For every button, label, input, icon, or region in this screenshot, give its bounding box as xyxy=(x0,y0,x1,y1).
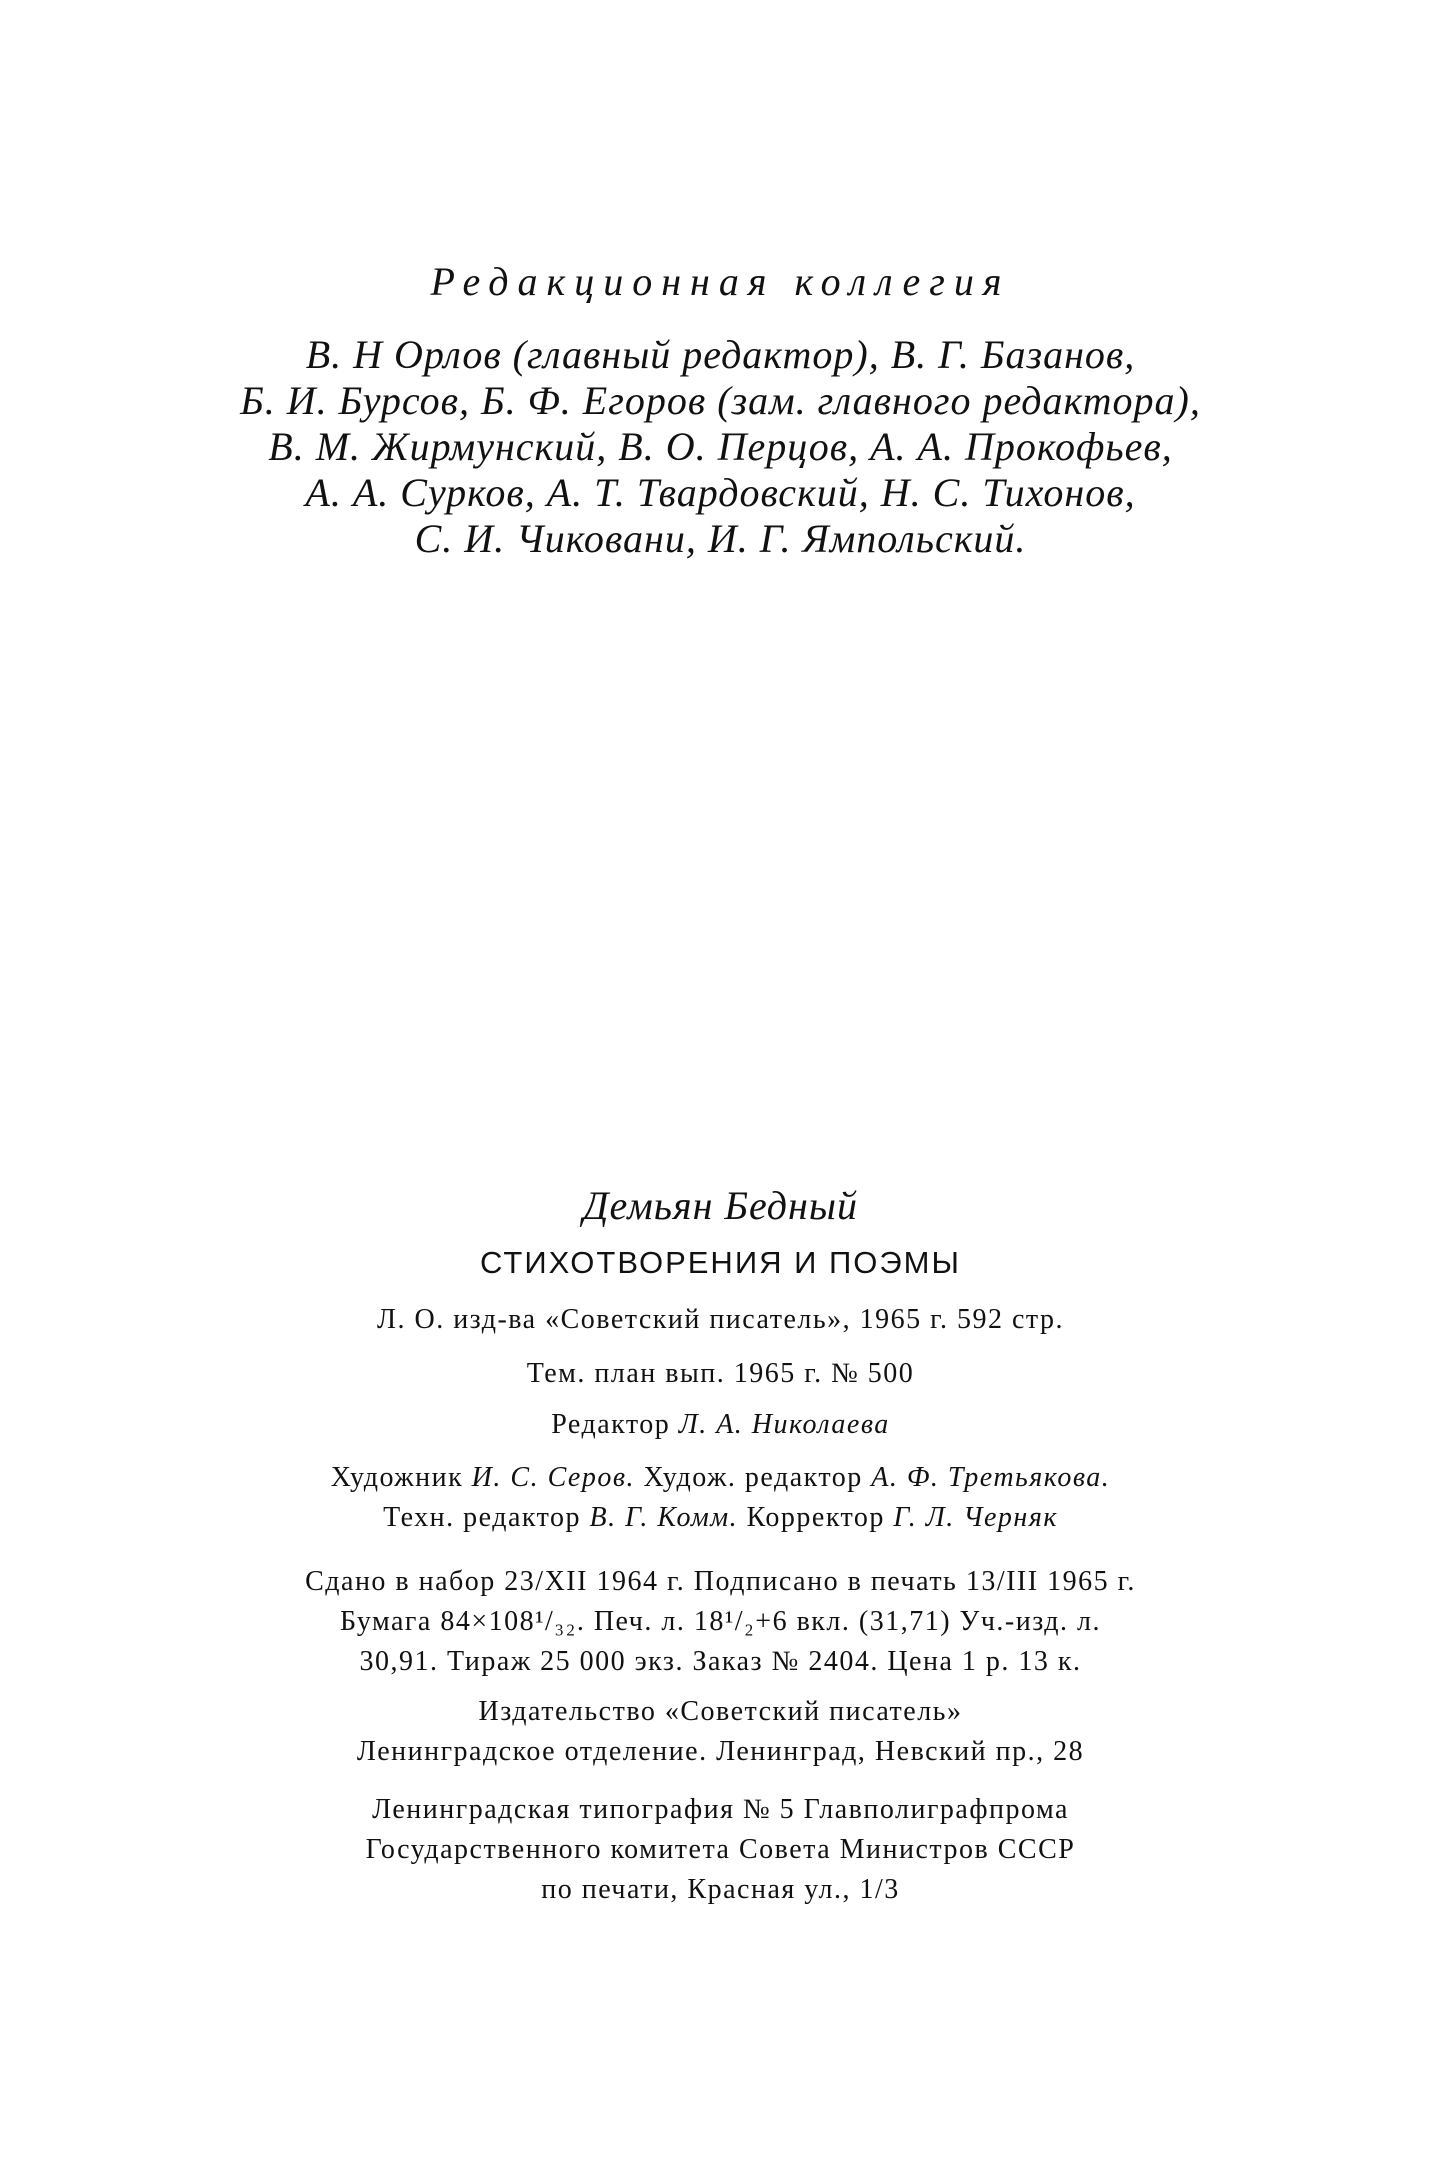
publisher-address-line: Ленинградское отделение. Ленинград, Невский пр., 28 xyxy=(356,1736,1085,1767)
editor-label: Редактор xyxy=(551,1409,671,1440)
art-editor-name: А. Ф. Третьякова. xyxy=(871,1462,1111,1493)
book-title: СТИХОТВОРЕНИЯ И ПОЭМЫ xyxy=(480,1245,961,1280)
tech-editor-name: В. Г. Комм. xyxy=(589,1502,739,1533)
editorial-board-line: А. А. Сурков, А. Т. Твардовский, Н. С. Тихонов, xyxy=(305,470,1136,515)
book-author: Демьян Бедный xyxy=(583,1183,858,1228)
editorial-board-title: Редакционная коллегия xyxy=(430,259,1011,304)
editorial-board-line: Б. И. Бурсов, Б. Ф. Егоров (зам. главного редактора), xyxy=(240,378,1201,423)
artist-line xyxy=(0,1458,1441,1498)
print-details-line: Сдано в набор 23/XII 1964 г. Подписано в печать 13/III 1965 г. xyxy=(305,1566,1136,1597)
artist-label: Художник xyxy=(330,1462,464,1493)
editorial-board-line: В. Н Орлов (главный редактор), В. Г. Базанов, xyxy=(305,332,1136,377)
proofreader-label: Корректор xyxy=(746,1502,885,1533)
printer-line: по печати, Красная ул., 1/3 xyxy=(541,1874,900,1905)
art-editor-label: Худож. редактор xyxy=(643,1462,863,1493)
tech-editor-line xyxy=(0,1498,1441,1538)
tech-editor-label: Техн. редактор xyxy=(383,1502,581,1533)
proofreader-name: Г. Л. Черняк xyxy=(893,1502,1058,1533)
editor-line xyxy=(0,1405,1441,1445)
editorial-board-line: В. М. Жирмунский, В. О. Перцов, А. А. Прокофьев, xyxy=(268,424,1173,469)
artist-name: И. С. Серов. xyxy=(471,1462,636,1493)
credits-block xyxy=(0,1458,1441,1538)
editorial-board-members xyxy=(0,332,1441,562)
editor-name: Л. А. Николаева xyxy=(678,1409,890,1440)
editorial-board-line: С. И. Чиковани, И. Г. Ямпольский. xyxy=(414,516,1027,561)
publisher-address-line: Издательство «Советский писатель» xyxy=(478,1696,963,1727)
printer-line: Ленинградская типография № 5 Главполиграфпрома xyxy=(372,1794,1069,1825)
printer-info xyxy=(0,1790,1441,1910)
print-details xyxy=(0,1562,1441,1682)
plan-line: Тем. план вып. 1965 г. № 500 xyxy=(526,1358,915,1389)
publisher-address xyxy=(0,1692,1441,1772)
publisher-line: Л. О. изд-ва «Советский писатель», 1965 г. 592 стр. xyxy=(376,1304,1065,1335)
printer-line: Государственного комитета Совета Министров СССР xyxy=(365,1834,1076,1865)
print-details-line: 30,91. Тираж 25 000 экз. Заказ № 2404. Цена 1 р. 13 к. xyxy=(359,1646,1082,1677)
print-details-line: Бумага 84×108¹/₃₂. Печ. л. 18¹/₂+6 вкл. (31,71) Уч.-изд. л. xyxy=(339,1606,1102,1637)
